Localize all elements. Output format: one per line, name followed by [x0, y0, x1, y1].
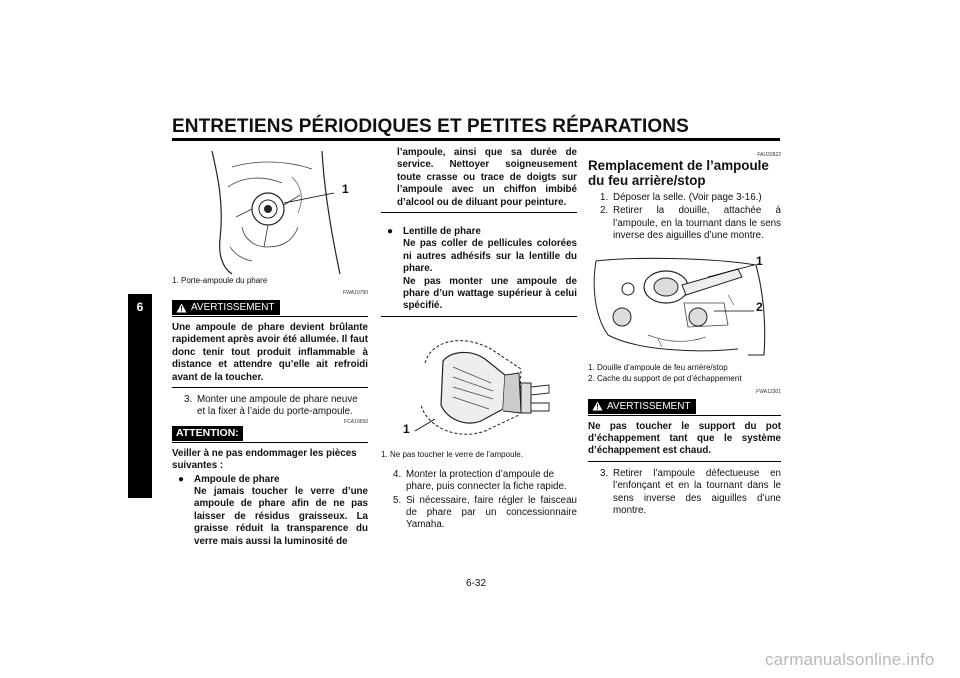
- column-middle: [381, 147, 577, 213]
- warning-triangle-icon: [176, 303, 187, 313]
- column-left: [172, 147, 368, 548]
- attention-code: FCA10650: [344, 418, 368, 425]
- attention-intro: Veiller à ne pas endommager les pièces suivantes :: [172, 447, 357, 472]
- warning2-code: FWA12301: [756, 388, 781, 395]
- warning1-header: [172, 299, 368, 317]
- figure1-caption: 1. Porte-ampoule du phare: [172, 276, 268, 285]
- step-2: 2. Retirer la douille, attachée à l’ampoule, en la tournant dans le sens inverse des aiguilles d’une montre.: [600, 205, 781, 242]
- figure-headlight-holder: [172, 147, 368, 275]
- figure3-caption: 1. Douille d’ampoule de feu arrière/stop 2. Cache du support de pot d’échappement: [588, 362, 742, 383]
- figure3-callout-2: 2: [756, 299, 763, 314]
- warning2-label: AVERTISSEMENT: [588, 399, 696, 414]
- section-code: FAU32822: [757, 152, 781, 158]
- attention-header: [172, 425, 368, 443]
- step-5: 5. Si nécessaire, faire régler le faisceau de phare par un concessionnaire Yamaha.: [393, 494, 577, 531]
- page-title: ENTRETIENS PÉRIODIQUES ET PETITES RÉPARATIONS: [172, 116, 689, 137]
- attention-end-rule: [381, 316, 577, 317]
- column-right: [588, 147, 781, 517]
- warning-triangle-icon: [592, 401, 603, 411]
- figure1-callout: 1: [342, 182, 349, 196]
- warning2-text: Ne pas toucher le support du pot d’échappement tant que le système d’échappement est chaud.: [588, 421, 781, 462]
- warning1-code: FWA10790: [343, 290, 368, 296]
- bullet-headlight-lens: ● Lentille de phare Ne pas coller de pellicules colorées ni autres adhésifs sur la lentille du phare. Ne pas monter une ampoule de phare d’un wattage supérieur à celui spécifié.: [381, 226, 577, 313]
- step-3-right: 3. Retirer l’ampoule défectueuse en l’enfonçant et en la tournant dans le sens inverse des aiguilles d’une montre.: [600, 467, 781, 517]
- page-number: 6-32: [466, 578, 487, 589]
- figure-bulb: [381, 323, 577, 449]
- figure2-caption: 1. Ne pas toucher le verre de l’ampoule.: [381, 449, 523, 459]
- chapter-tab: 6: [128, 294, 152, 498]
- headlight-bulb-illustration: [381, 323, 577, 449]
- bullet-dot-icon: ●: [178, 473, 185, 485]
- warning1-text: Une ampoule de phare devient brûlante rapidement après avoir été allumée. Il faut donc tenir tout produit inflammable à distance et attendre qu’elle ait refroidi avant de la toucher.: [172, 322, 368, 388]
- figure2-callout: 1: [403, 421, 410, 436]
- headlight-holder-illustration: [172, 147, 368, 275]
- step-4: 4. Monter la protection d’ampoule de phare, puis connecter la fiche rapide.: [393, 468, 567, 493]
- figure3-callout-1: 1: [756, 253, 763, 268]
- figure-taillight: [588, 255, 781, 359]
- taillight-socket-illustration: [588, 255, 781, 359]
- warning1-label: AVERTISSEMENT: [172, 300, 280, 315]
- bullet-dot-icon: ●: [387, 226, 394, 237]
- attention-label: ATTENTION:: [172, 426, 243, 441]
- watermark: carmanualsonline.info: [765, 650, 935, 669]
- section-heading: Remplacement de l’ampoule du feu arrière/stop: [588, 158, 769, 188]
- warning2-header: [588, 398, 781, 416]
- step-1: 1. Déposer la selle. (Voir page 3-16.): [600, 192, 762, 203]
- column-middle-bullet2: [381, 226, 577, 532]
- attention-continued: l’ampoule, ainsi que sa durée de service. Nettoyer soigneusement toute crasse ou trace de doigts sur l’ampoule avec un chiffon imbibé d’alcool ou de diluant pour peinture.: [381, 147, 577, 213]
- step-3: 3. Monter une ampoule de phare neuve et la fixer à l’aide du porte-ampoule.: [184, 394, 358, 418]
- bullet-headlight-bulb: ● Ampoule de phare Ne jamais toucher le verre d’une ampoule de phare afin de ne pas laisser de résidus graisseux. La graisse réduit la transparence du verre mais aussi la luminosité de: [172, 474, 368, 548]
